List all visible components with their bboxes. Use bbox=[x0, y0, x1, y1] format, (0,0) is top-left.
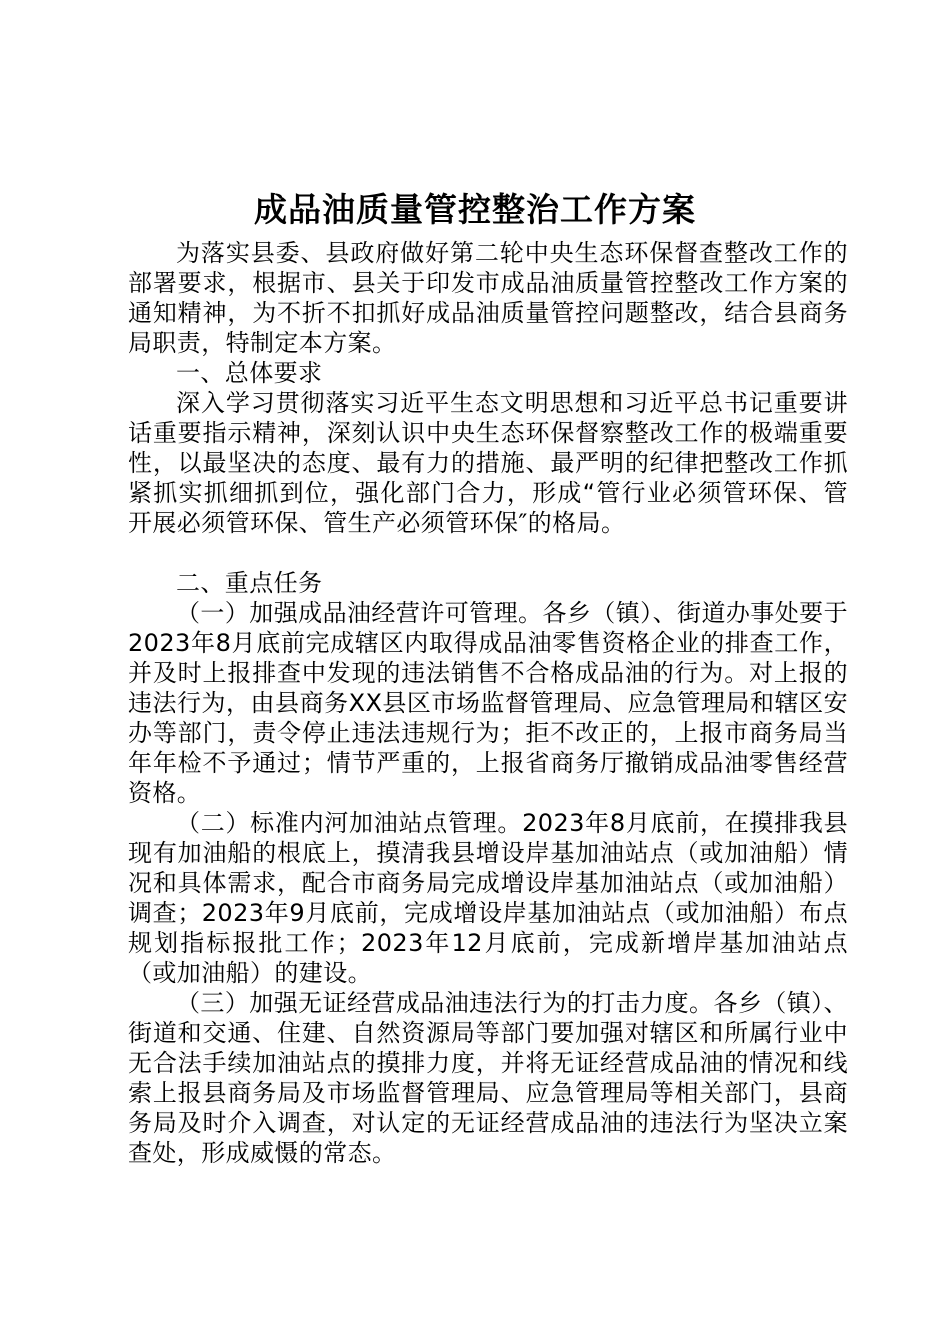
section-heading-general-requirements: 一、总体要求 bbox=[176, 359, 323, 387]
general-requirements-paragraph: 深入学习贯彻落实习近平生态文明思想和习近平总书记重要讲话重要指示精神，深刻认识中央生态环保督察整改工作的极端重要性，以最坚决的态度、最有力的措施、最严明的纪律把整改工作抓紧抓实抓细抓到位，强化部门合力，形成“管行业必须管环保、管开展必须管环保、管生产必须管环保″的格局。 bbox=[128, 389, 848, 537]
intro-paragraph: 为落实县委、县政府做好第二轮中央生态环保督查整改工作的部署要求，根据市、县关于印发市成品油质量管控整改工作方案的通知精神，为不折不扣抓好成品油质量管控问题整改，结合县商务局职责，特制定本方案。 bbox=[128, 239, 848, 357]
key-task-item-2: （二）标准内河加油站点管理。2023年8月底前，在摸排我县现有加油船的根底上，摸清我县增设岸基加油站点（或加油船）情况和具体需求，配合市商务局完成增设岸基加油站点（或加油船）调查；2023年9月底前，完成增设岸基加油站点（或加油船）布点规划指标报批工作；2023年12月底前，完成新增岸基加油站点（或加油船）的建设。 bbox=[128, 809, 848, 987]
section-heading-key-tasks: 二、重点任务 bbox=[176, 569, 323, 597]
blank-line bbox=[128, 538, 848, 568]
document-title: 成品油质量管控整治工作方案 bbox=[254, 190, 696, 229]
document-body bbox=[128, 238, 848, 1168]
key-task-item-1: （一）加强成品油经营许可管理。各乡（镇）、街道办事处要于2023年8月底前完成辖区内取得成品油零售资格企业的排查工作，并及时上报排查中发现的违法销售不合格成品油的行为。对上报的违法行为，由县商务XX县区市场监督管理局、应急管理局和辖区安办等部门，责令停止违法违规行为；拒不改正的，上报市商务局当年年检不予通过；情节严重的，上报省商务厅撤销成品油零售经营资格。 bbox=[128, 599, 848, 807]
key-task-item-3: （三）加强无证经营成品油违法行为的打击力度。各乡（镇）、街道和交通、住建、自然资源局等部门要加强对辖区和所属行业中无合法手续加油站点的摸排力度，并将无证经营成品油的情况和线索上报县商务局及市场监督管理局、应急管理局等相关部门，县商务局及时介入调查，对认定的无证经营成品油的违法行为坚决立案查处，形成威慑的常态。 bbox=[128, 989, 848, 1167]
